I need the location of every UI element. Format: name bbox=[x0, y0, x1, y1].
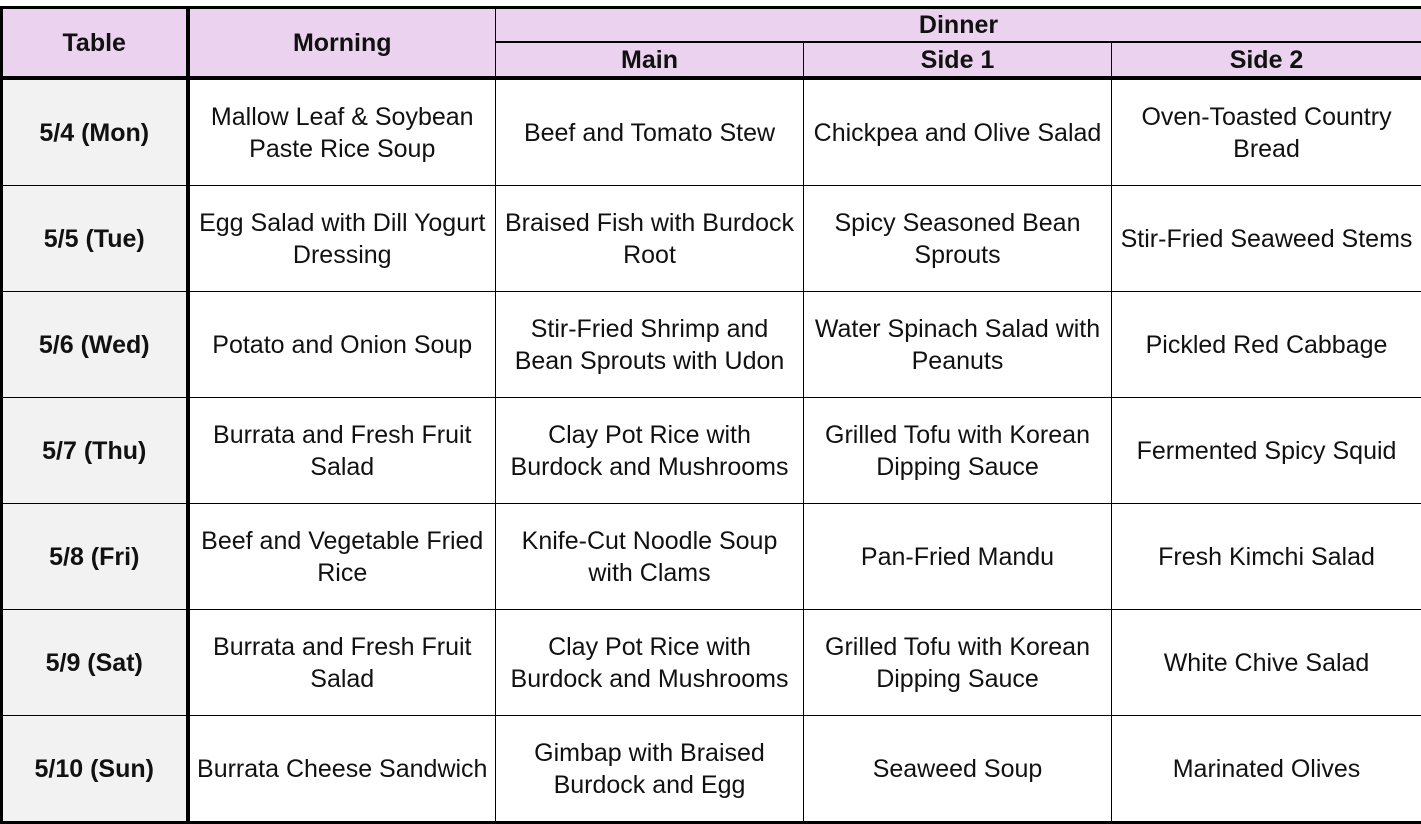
table-row bbox=[2, 292, 1421, 398]
dinner-side1-cell: Grilled Tofu with Korean Dipping Sauce bbox=[804, 610, 1112, 716]
morning-cell: Potato and Onion Soup bbox=[188, 292, 496, 398]
morning-cell: Burrata and Fresh Fruit Salad bbox=[188, 398, 496, 504]
dinner-side2-cell: Marinated Olives bbox=[1112, 716, 1421, 823]
table-row bbox=[2, 610, 1421, 716]
table-row bbox=[2, 716, 1421, 823]
dinner-side1-cell: Spicy Seasoned Bean Sprouts bbox=[804, 186, 1112, 292]
table-row bbox=[2, 78, 1421, 186]
header-table-cell: Table bbox=[2, 8, 188, 79]
day-cell: 5/8 (Fri) bbox=[2, 504, 188, 610]
dinner-side1-cell: Chickpea and Olive Salad bbox=[804, 78, 1112, 186]
dinner-main-cell: Gimbap with Braised Burdock and Egg bbox=[496, 716, 804, 823]
dinner-side2-cell: Oven-Toasted Country Bread bbox=[1112, 78, 1421, 186]
header-side1-cell: Side 1 bbox=[804, 42, 1112, 78]
dinner-side2-cell: Fermented Spicy Squid bbox=[1112, 398, 1421, 504]
table-row bbox=[2, 186, 1421, 292]
day-cell: 5/4 (Mon) bbox=[2, 78, 188, 186]
table-header bbox=[2, 8, 1421, 79]
dinner-side1-cell: Seaweed Soup bbox=[804, 716, 1112, 823]
day-cell: 5/10 (Sun) bbox=[2, 716, 188, 823]
dinner-side1-cell: Pan-Fried Mandu bbox=[804, 504, 1112, 610]
day-cell: 5/7 (Thu) bbox=[2, 398, 188, 504]
morning-cell: Burrata and Fresh Fruit Salad bbox=[188, 610, 496, 716]
dinner-side1-cell: Water Spinach Salad with Peanuts bbox=[804, 292, 1112, 398]
morning-cell: Beef and Vegetable Fried Rice bbox=[188, 504, 496, 610]
meal-plan-table bbox=[0, 6, 1421, 824]
dinner-side2-cell: Fresh Kimchi Salad bbox=[1112, 504, 1421, 610]
dinner-side1-cell: Grilled Tofu with Korean Dipping Sauce bbox=[804, 398, 1112, 504]
dinner-main-cell: Beef and Tomato Stew bbox=[496, 78, 804, 186]
dinner-side2-cell: White Chive Salad bbox=[1112, 610, 1421, 716]
header-main-cell: Main bbox=[496, 42, 804, 78]
morning-cell: Mallow Leaf & Soybean Paste Rice Soup bbox=[188, 78, 496, 186]
header-morning-cell: Morning bbox=[188, 8, 496, 79]
dinner-main-cell: Braised Fish with Burdock Root bbox=[496, 186, 804, 292]
day-cell: 5/6 (Wed) bbox=[2, 292, 188, 398]
header-dinner-cell: Dinner bbox=[496, 8, 1421, 43]
table-row bbox=[2, 504, 1421, 610]
dinner-main-cell: Stir-Fried Shrimp and Bean Sprouts with Udon bbox=[496, 292, 804, 398]
day-cell: 5/5 (Tue) bbox=[2, 186, 188, 292]
dinner-main-cell: Clay Pot Rice with Burdock and Mushrooms bbox=[496, 610, 804, 716]
morning-cell: Burrata Cheese Sandwich bbox=[188, 716, 496, 823]
morning-cell: Egg Salad with Dill Yogurt Dressing bbox=[188, 186, 496, 292]
header-side2-cell: Side 2 bbox=[1112, 42, 1421, 78]
day-cell: 5/9 (Sat) bbox=[2, 610, 188, 716]
dinner-main-cell: Clay Pot Rice with Burdock and Mushrooms bbox=[496, 398, 804, 504]
table-row bbox=[2, 398, 1421, 504]
dinner-side2-cell: Stir-Fried Seaweed Stems bbox=[1112, 186, 1421, 292]
table-body bbox=[2, 78, 1421, 823]
dinner-main-cell: Knife-Cut Noodle Soup with Clams bbox=[496, 504, 804, 610]
dinner-side2-cell: Pickled Red Cabbage bbox=[1112, 292, 1421, 398]
